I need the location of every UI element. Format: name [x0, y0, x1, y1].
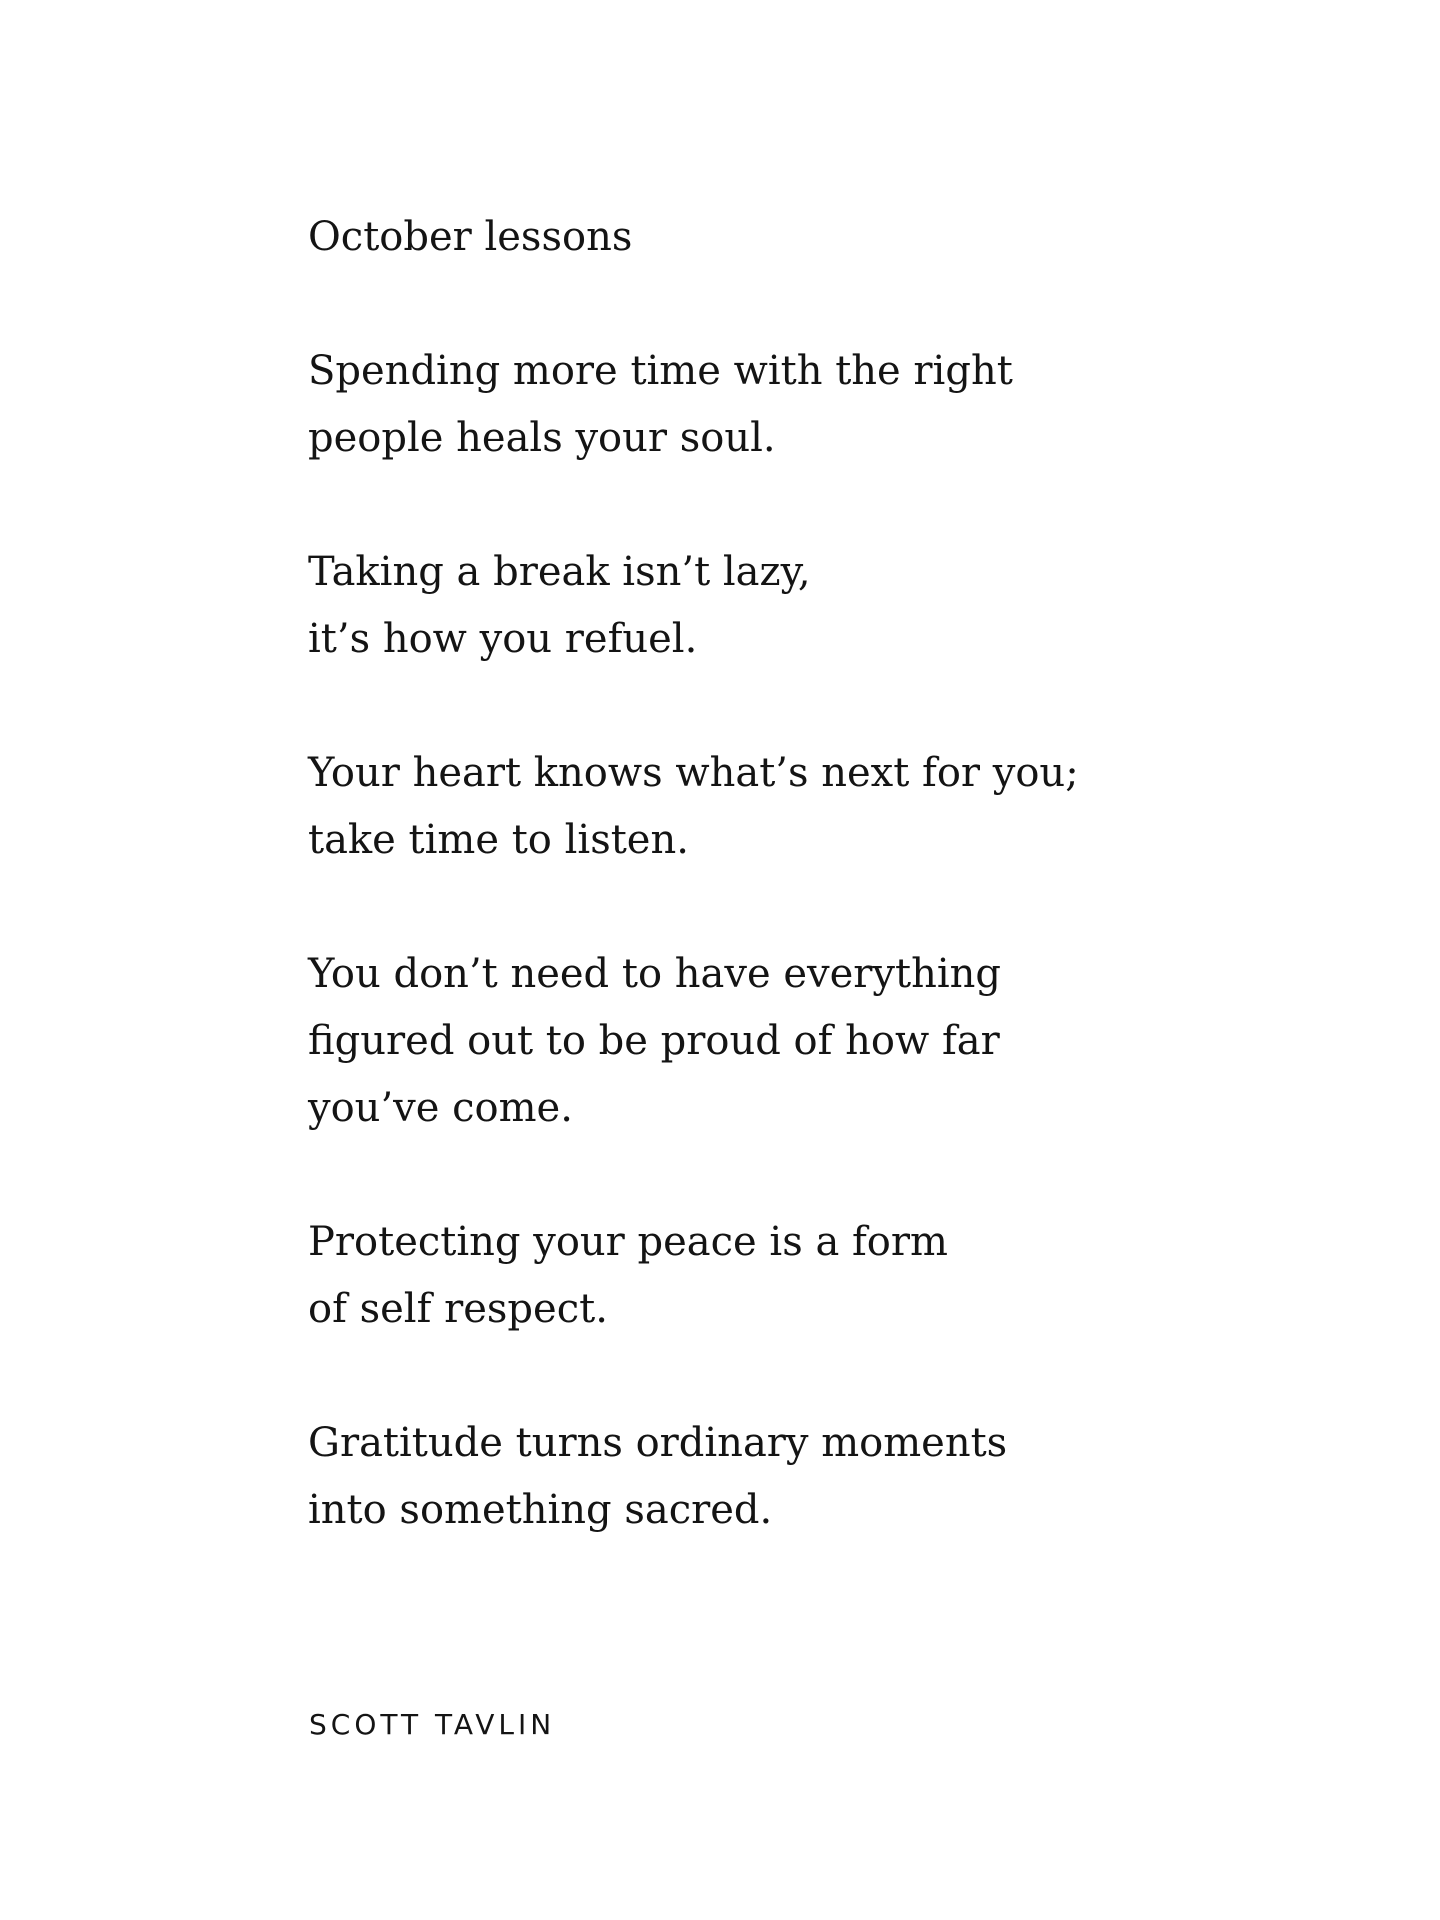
poem-line: Gratitude turns ordinary moments: [308, 1420, 1008, 1466]
stanza-6: [308, 1410, 1308, 1544]
stanza-4: [308, 941, 1308, 1142]
poem-line: into something sacred.: [308, 1487, 773, 1533]
author-name: SCOTT TAVLIN: [309, 1708, 556, 1741]
poem-line: You don’t need to have everything: [308, 951, 1001, 997]
poem-line: of self respect.: [308, 1286, 608, 1332]
stanza-2: [308, 539, 1308, 673]
poem-line: it’s how you refuel.: [308, 616, 698, 662]
poem-line: Spending more time with the right: [308, 348, 1013, 394]
stanza-5: [308, 1209, 1308, 1343]
poem-title: October lessons: [308, 214, 633, 260]
poem-line: take time to listen.: [308, 817, 689, 863]
poem-line: you’ve come.: [308, 1085, 573, 1131]
poem-line: Your heart knows what’s next for you;: [308, 750, 1079, 796]
poem: [308, 204, 1308, 1544]
poem-line: Taking a break isn’t lazy,: [308, 549, 811, 595]
poem-line: figured out to be proud of how far: [308, 1018, 1000, 1064]
stanza-3: [308, 740, 1308, 874]
stanza-1: [308, 338, 1308, 472]
poem-line: Protecting your peace is a form: [308, 1219, 948, 1265]
poem-line: people heals your soul.: [308, 415, 776, 461]
